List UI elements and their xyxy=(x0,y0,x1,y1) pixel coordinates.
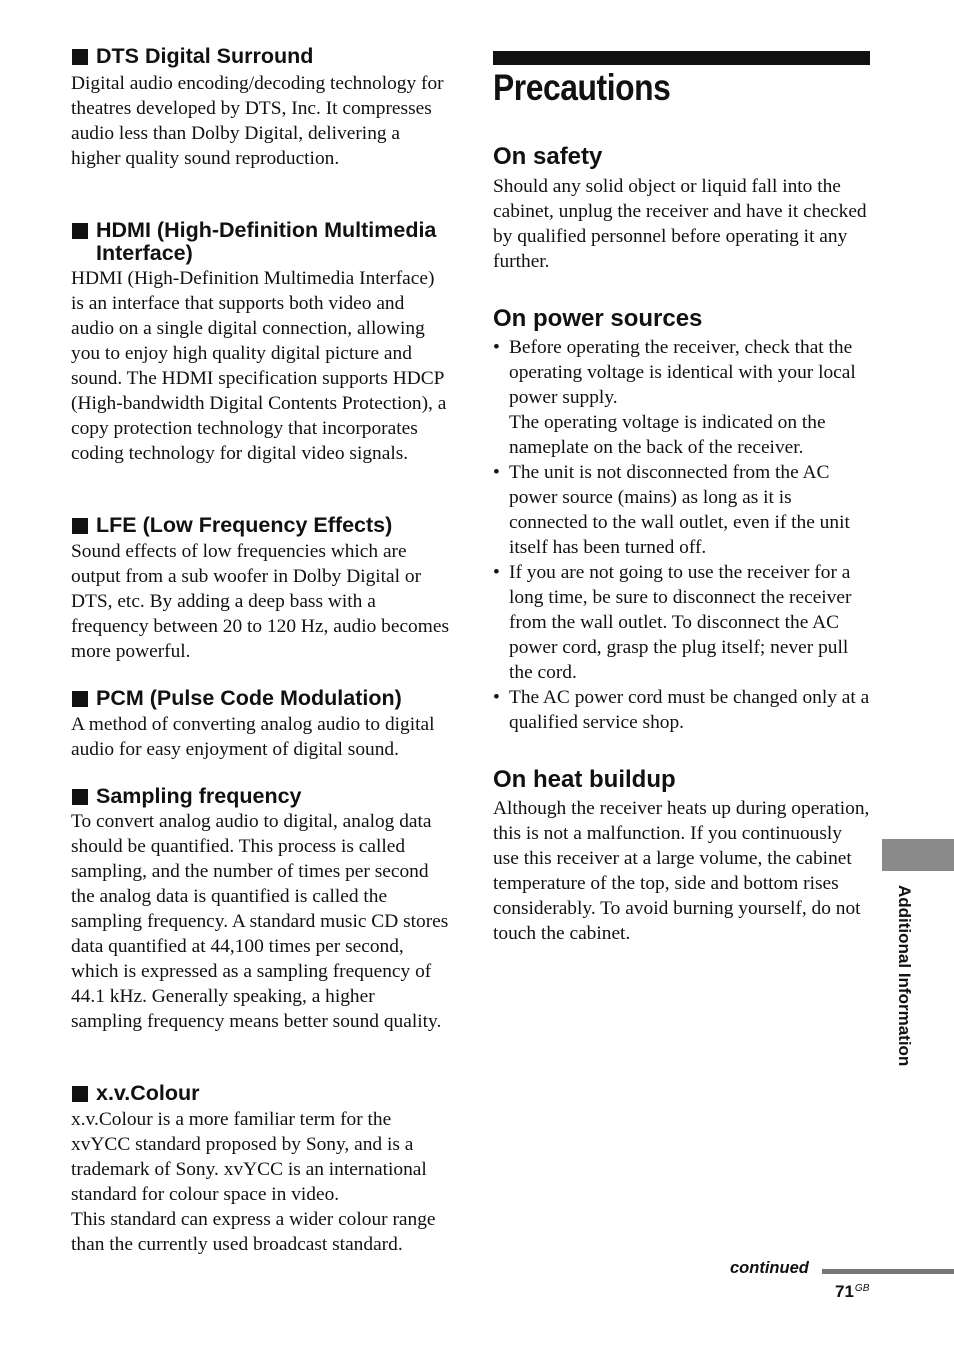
power-list xyxy=(493,335,870,735)
square-bullet-icon xyxy=(72,1086,88,1102)
square-bullet-icon xyxy=(72,49,88,65)
square-bullet-icon xyxy=(72,789,88,805)
continued-label: continued xyxy=(730,1259,809,1277)
glossary-definition: A method of converting analog audio to digital audio for easy enjoyment of digital sound. xyxy=(71,714,435,760)
list-item: • The unit is not disconnected from the AC power source (mains) as long as it is connected to the wall outlet, even if the unit itself has been turned off. xyxy=(493,462,850,558)
bullet-icon: • xyxy=(493,337,500,358)
square-bullet-icon xyxy=(72,691,88,707)
heat-text: Although the receiver heats up during operation, this is not a malfunction. If you continuously use this receiver at a large volume, the cabinet temperature of the top, side and bottom rises considerably. To avoid burning yourself, do not touch the cabinet. xyxy=(493,798,870,944)
glossary-term: DTS Digital Surround xyxy=(71,45,449,68)
continued-rule xyxy=(822,1269,954,1274)
section-tab-label: Additional Information xyxy=(895,885,914,1067)
section-heading-power: On power sources xyxy=(493,305,703,332)
bullet-icon: • xyxy=(493,687,500,708)
glossary-term: Sampling frequency xyxy=(71,785,449,808)
glossary-definition: x.v.Colour is a more familiar term for the xvYCC standard proposed by Sony, and is a trademark of Sony. xvYCC is an international standard for colour space in video. This standard can express a wider colour range than the currently used broadcast standard. xyxy=(71,1109,436,1255)
page-title: Precautions xyxy=(493,67,671,108)
section-tab-marker xyxy=(882,839,954,871)
glossary-term: LFE (Low Frequency Effects) xyxy=(71,514,449,537)
bullet-icon: • xyxy=(493,462,500,483)
glossary-definition: Digital audio encoding/decoding technology for theatres developed by DTS, Inc. It compresses audio less than Dolby Digital, delivering a higher quality sound reproduction. xyxy=(71,73,444,169)
glossary-term: x.v.Colour xyxy=(71,1082,449,1105)
square-bullet-icon xyxy=(72,518,88,534)
list-item: • Before operating the receiver, check that the operating voltage is identical with your local power supply. The operating voltage is indicated on the nameplate on the back of the receiver. xyxy=(493,337,856,458)
glossary-definition: To convert analog audio to digital, analog data should be quantified. This process is called sampling, and the number of times per second the analog data is quantified is called the sampling frequency. A standard music CD stores data quantified at 44,100 times per second, which is expressed as a sampling frequency of 44.1 kHz. Generally speaking, a higher sampling frequency means better sound quality. xyxy=(71,811,449,1032)
glossary-definition: HDMI (High-Definition Multimedia Interface) is an interface that supports both video and audio on a single digital connection, allowing you to enjoy high quality digital picture and sound. The HDMI specification supports HDCP (High-bandwidth Digital Contents Protection), a copy protection technology that incorporates coding technology for digital video signals. xyxy=(71,268,447,464)
square-bullet-icon xyxy=(72,223,88,239)
list-item: • The AC power cord must be changed only at a qualified service shop. xyxy=(493,687,870,733)
section-heading-safety: On safety xyxy=(493,143,603,170)
title-rule xyxy=(493,51,870,65)
list-item: • If you are not going to use the receiver for a long time, be sure to disconnect the receiver from the wall outlet. To disconnect the AC power cord, grasp the plug itself; never pull the cord. xyxy=(493,562,852,683)
glossary-term: PCM (Pulse Code Modulation) xyxy=(71,687,449,710)
safety-text: Should any solid object or liquid fall into the cabinet, unplug the receiver and have it checked by qualified personnel before operating it any further. xyxy=(493,176,867,272)
page-number: $71^{GB}$ xyxy=(835,1282,870,1301)
glossary-term: HDMI (High-Definition Multimedia Interface) xyxy=(71,219,449,265)
glossary-definition: Sound effects of low frequencies which are output from a sub woofer in Dolby Digital or DTS, etc. By adding a deep bass with a frequency between 20 to 120 Hz, audio becomes more powerful. xyxy=(71,541,449,662)
section-heading-heat: On heat buildup xyxy=(493,766,676,793)
bullet-icon: • xyxy=(493,562,500,583)
